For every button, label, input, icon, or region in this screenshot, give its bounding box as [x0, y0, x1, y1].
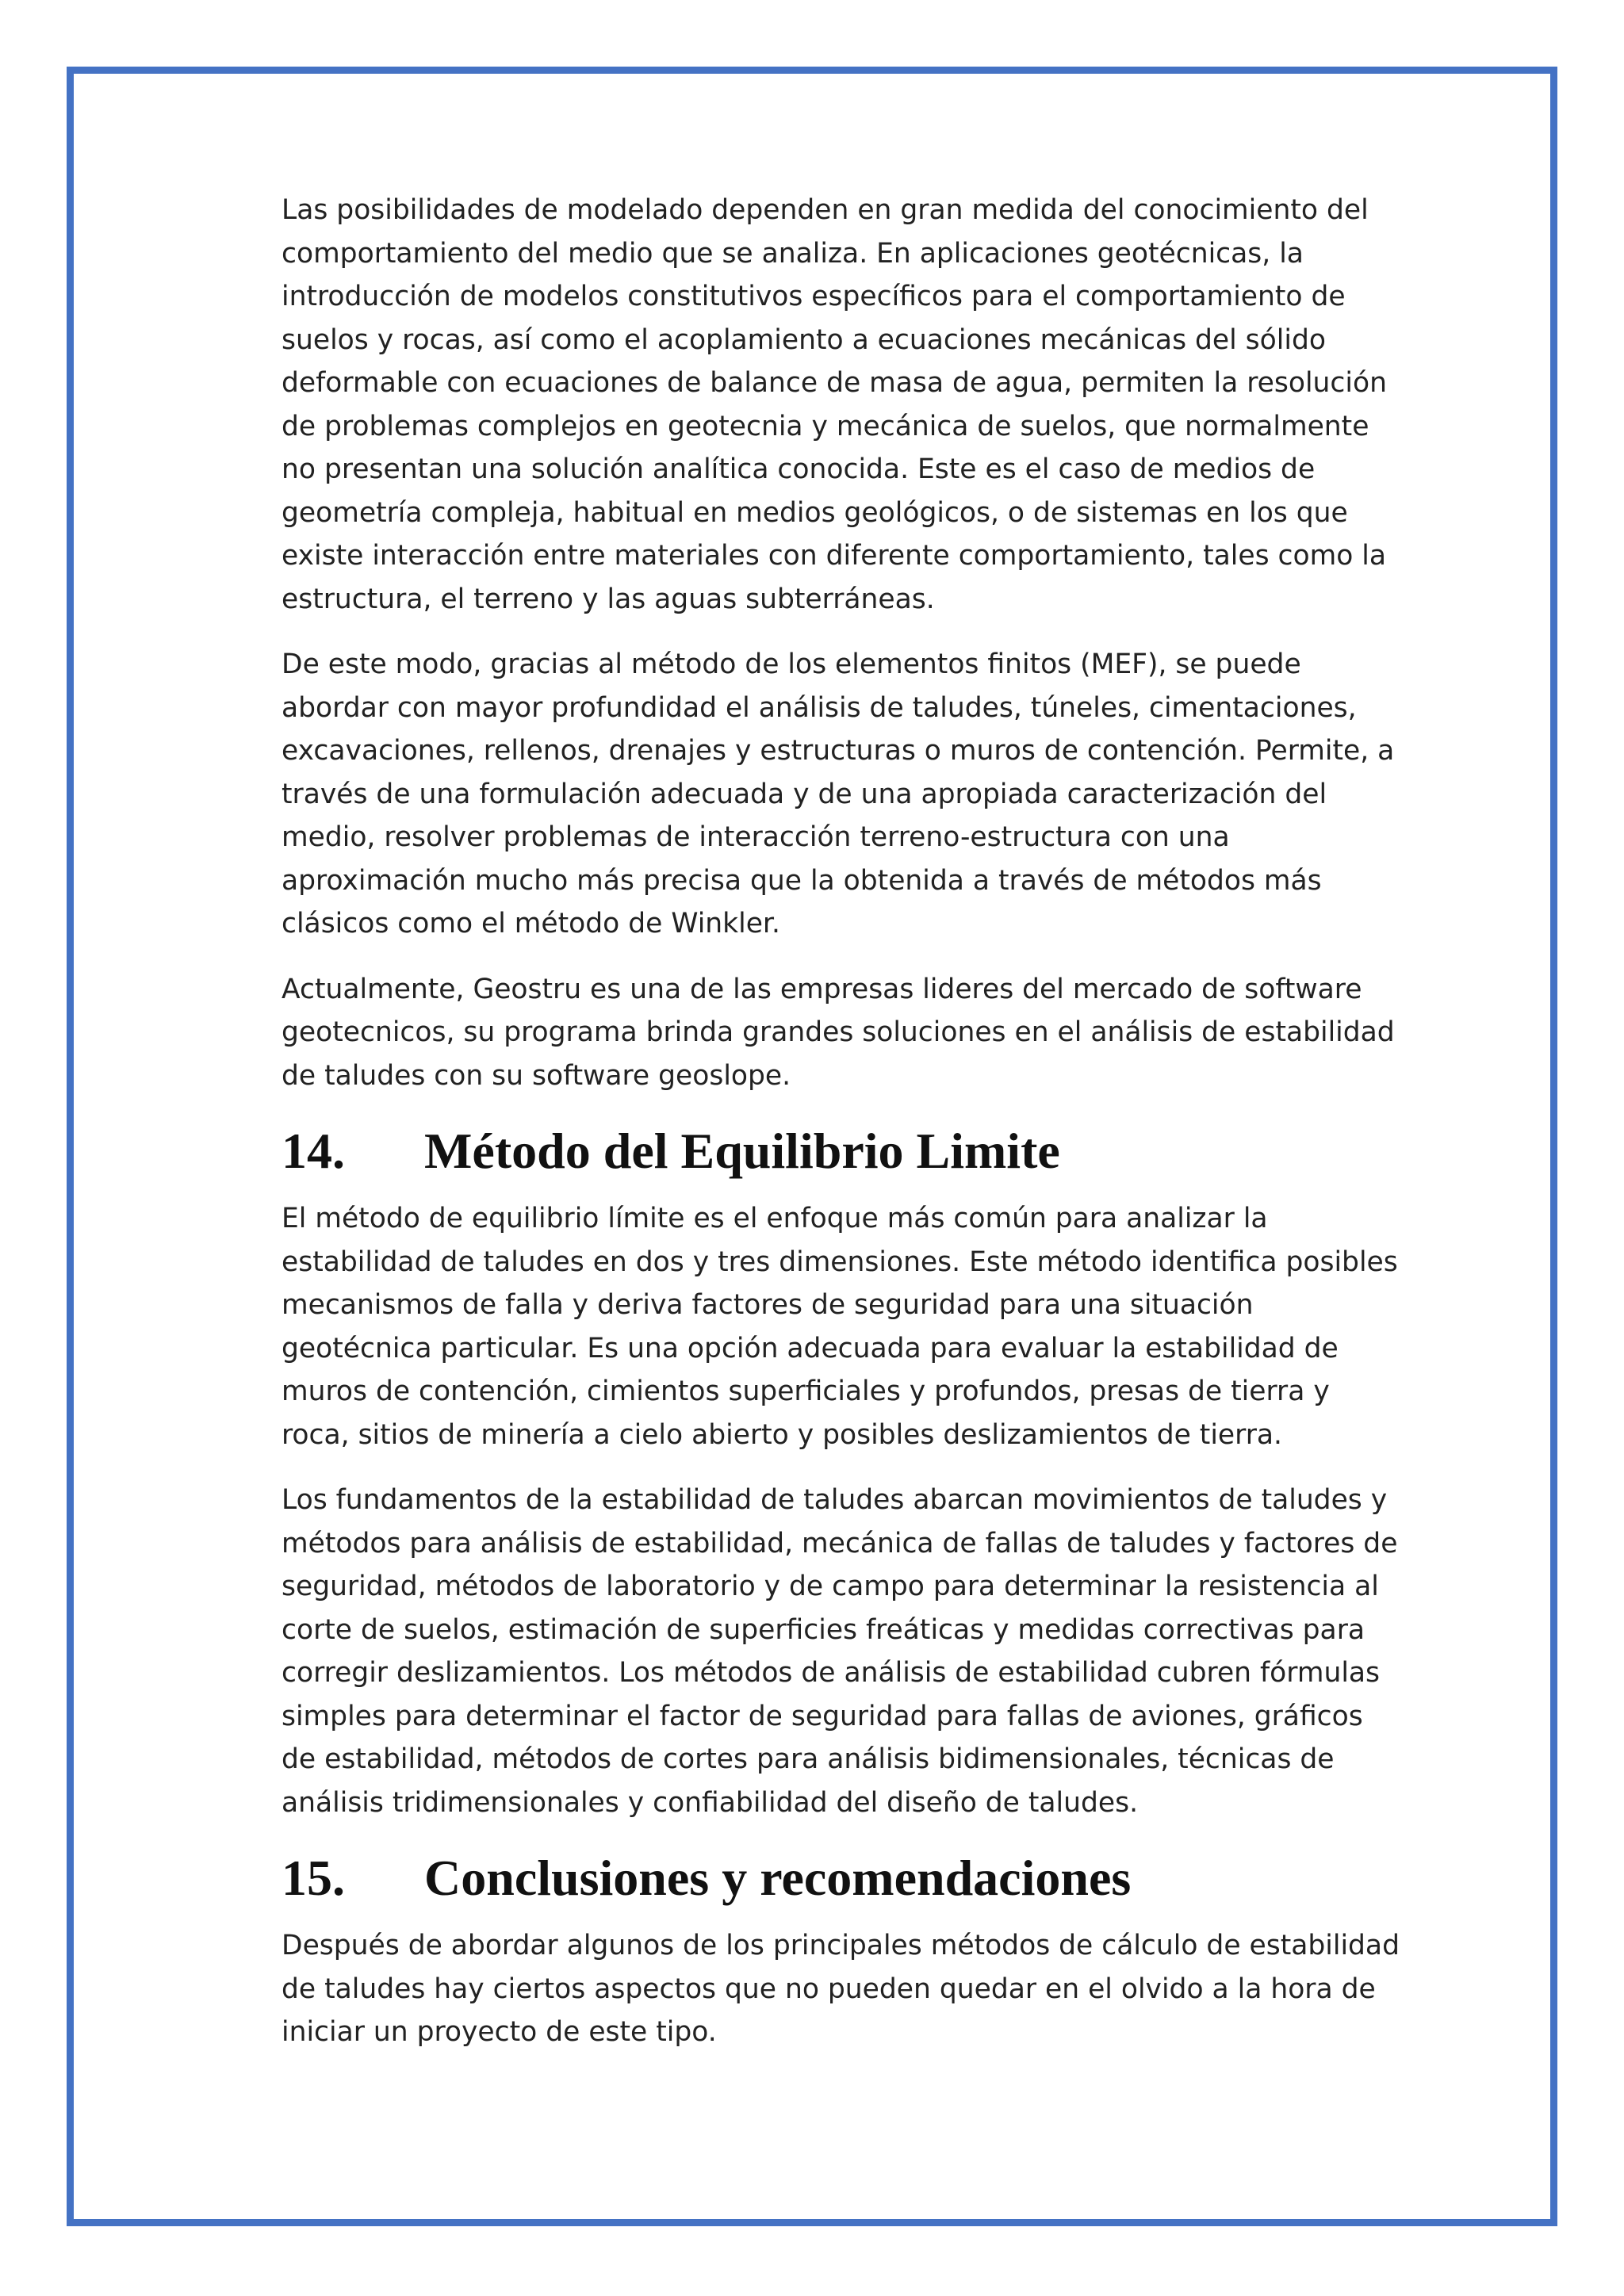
paragraph: De este modo, gracias al método de los elementos finitos (MEF), se puede abordar con mayor profundidad el análisis de taludes, túneles, cimentaciones, excavaciones, rellenos, drenajes y estructuras o muros de contención. Permite, a través de una formulación adecuada y de una apropiada caracterización del medio, resolver problemas de interacción terreno-estructura con una aproximación mucho más precisa que la obtenida a través de métodos más clásicos como el método de Winkler. [282, 649, 1395, 939]
paragraph: Después de abordar algunos de los principales métodos de cálculo de estabilidad de taludes hay ciertos aspectos que no pueden quedar en el olvido a la hora de iniciar un proyecto de este tipo. [282, 1930, 1400, 2048]
section-heading-14 [282, 1119, 1400, 1183]
section-number: 14. [282, 1123, 345, 1179]
section-number: 15. [282, 1850, 345, 1906]
paragraph: Actualmente, Geostru es una de las empresas lideres del mercado de software geotecnicos, su programa brinda grandes soluciones en el análisis de estabilidad de taludes con su software geoslope. [282, 973, 1395, 1092]
paragraph: Los fundamentos de la estabilidad de taludes abarcan movimientos de taludes y métodos para análisis de estabilidad, mecánica de fallas de taludes y factores de seguridad, métodos de laboratorio y de campo para determinar la resistencia al corte de suelos, estimación de superficies freáticas y medidas correctivas para corregir deslizamientos. Los métodos de análisis de estabilidad cubren fórmulas simples para determinar el factor de seguridad para fallas de aviones, gráficos de estabilidad, métodos de cortes para análisis bidimensionales, técnicas de análisis tridimensionales y confiabilidad del diseño de taludes. [282, 1484, 1398, 1819]
paragraph: Las posibilidades de modelado dependen en gran medida del conocimiento del comportamiento del medio que se analiza. En aplicaciones geotécnicas, la introducción de modelos constitutivos específicos para el comportamiento de suelos y rocas, así como el acoplamiento a ecuaciones mecánicas del sólido deformable con ecuaciones de balance de masa de agua, permiten la resolución de problemas complejos en geotecnia y mecánica de suelos, que normalmente no presentan una solución analítica conocida. Este es el caso de medios de geometría compleja, habitual en medios geológicos, o de sistemas en los que existe interacción entre materiales con diferente comportamiento, tales como la estructura, el terreno y las aguas subterráneas. [282, 194, 1387, 615]
page-content [282, 189, 1400, 2076]
section-heading-15 [282, 1846, 1400, 1910]
section-title: Método del Equilibrio Limite [424, 1123, 1060, 1179]
section-title: Conclusiones y recomendaciones [424, 1850, 1132, 1906]
paragraph: El método de equilibrio límite es el enfoque más común para analizar la estabilidad de taludes en dos y tres dimensiones. Este método identifica posibles mecanismos de falla y deriva factores de seguridad para una situación geotécnica particular. Es una opción adecuada para evaluar la estabilidad de muros de contención, cimientos superficiales y profundos, presas de tierra y roca, sitios de minería a cielo abierto y posibles deslizamientos de tierra. [282, 1203, 1398, 1451]
